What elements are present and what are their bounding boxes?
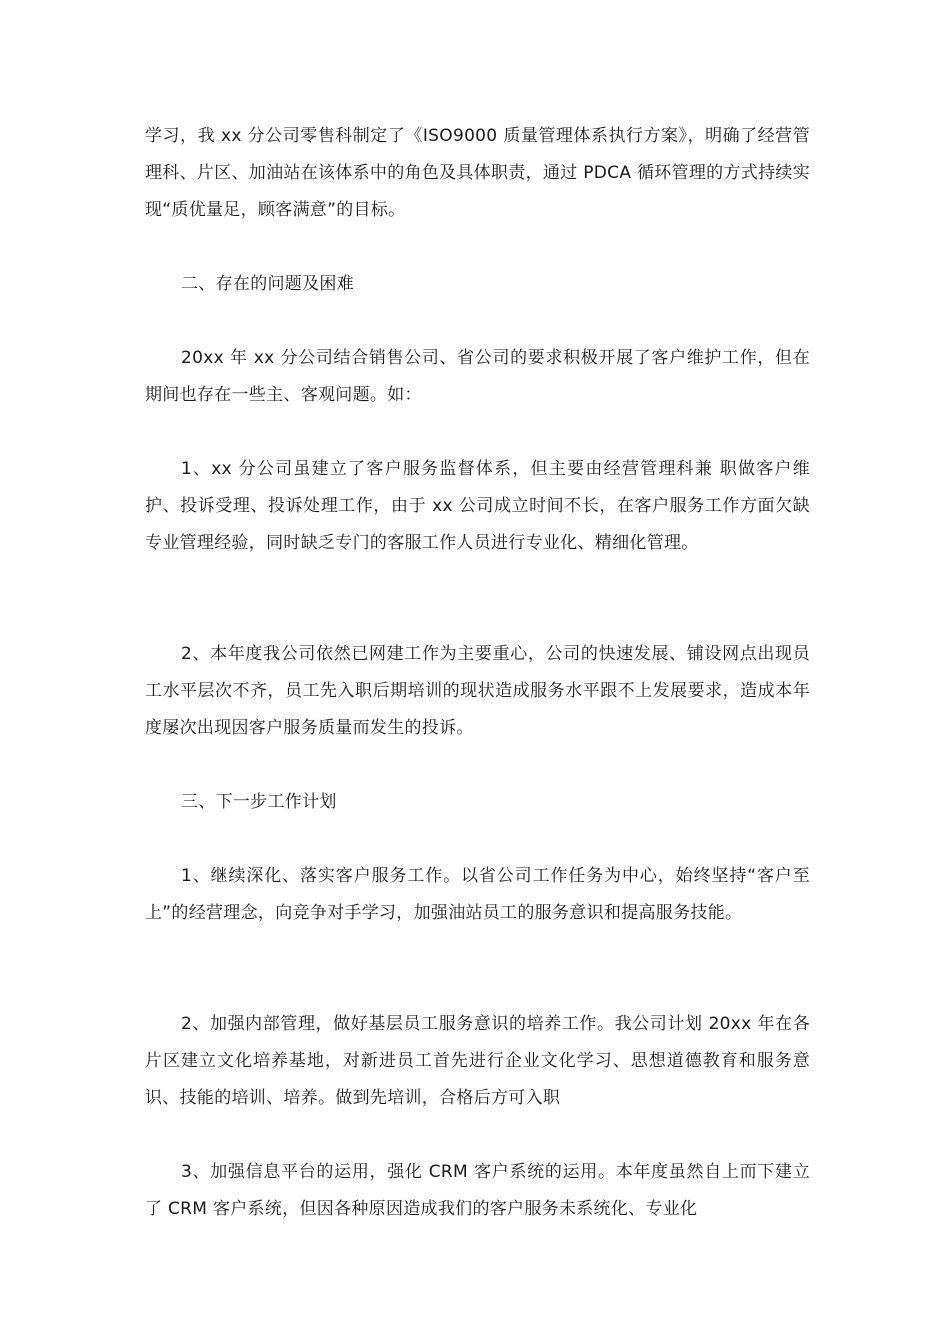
paragraph-intro-problems: 20xx 年 xx 分公司结合销售公司、省公司的要求积极开展了客户维护工作，但在期间也存在一些主、客观问题。如： (145, 348, 810, 405)
paragraph-plan-1: 1、继续深化、落实客户服务工作。以省公司工作任务为中心，始终坚持“客户至上”的经营理念，向竞争对手学习，加强油站员工的服务意识和提高服务技能。 (145, 866, 810, 923)
paragraph-continuation: 学习，我 xx 分公司零售科制定了《ISO9000 质量管理体系执行方案》，明确了经营管理科、片区、加油站在该体系中的角色及具体职责，通过 PDCA 循环管理的方式持续实现“质优量足，顾客满意”的目标。 (145, 126, 810, 220)
paragraph-plan-3: 3、加强信息平台的运用，强化 CRM 客户系统的运用。本年度虽然自上而下建立了 CRM 客户系统，但因各种原因造成我们的客户服务未系统化、专业化 (145, 1162, 810, 1219)
paragraph-problem-2: 2、本年度我公司依然已网建工作为主要重心，公司的快速发展、铺设网点出现员工水平层次不齐，员工先入职后期培训的现状造成服务水平跟不上发展要求，造成本年度屡次出现因客户服务质量而发生的投诉。 (145, 644, 810, 738)
section-heading-plan: 三、下一步工作计划 (181, 792, 337, 812)
section-heading-problems: 二、存在的问题及困难 (181, 274, 354, 294)
paragraph-plan-2: 2、加强内部管理，做好基层员工服务意识的培养工作。我公司计划 20xx 年在各片区建立文化培养基地，对新进员工首先进行企业文化学习、思想道德教育和服务意识、技能的培训、培养。做到先培训，合格后方可入职 (145, 1014, 810, 1108)
paragraph-problem-1: 1、xx 分公司虽建立了客户服务监督体系，但主要由经营管理科兼 职做客户维护、投诉受理、投诉处理工作，由于 xx 公司成立时间不长，在客户服务工作方面欠缺专业管理经验，同时缺乏专门的客服工作人员进行专业化、精细化管理。 (145, 459, 810, 553)
